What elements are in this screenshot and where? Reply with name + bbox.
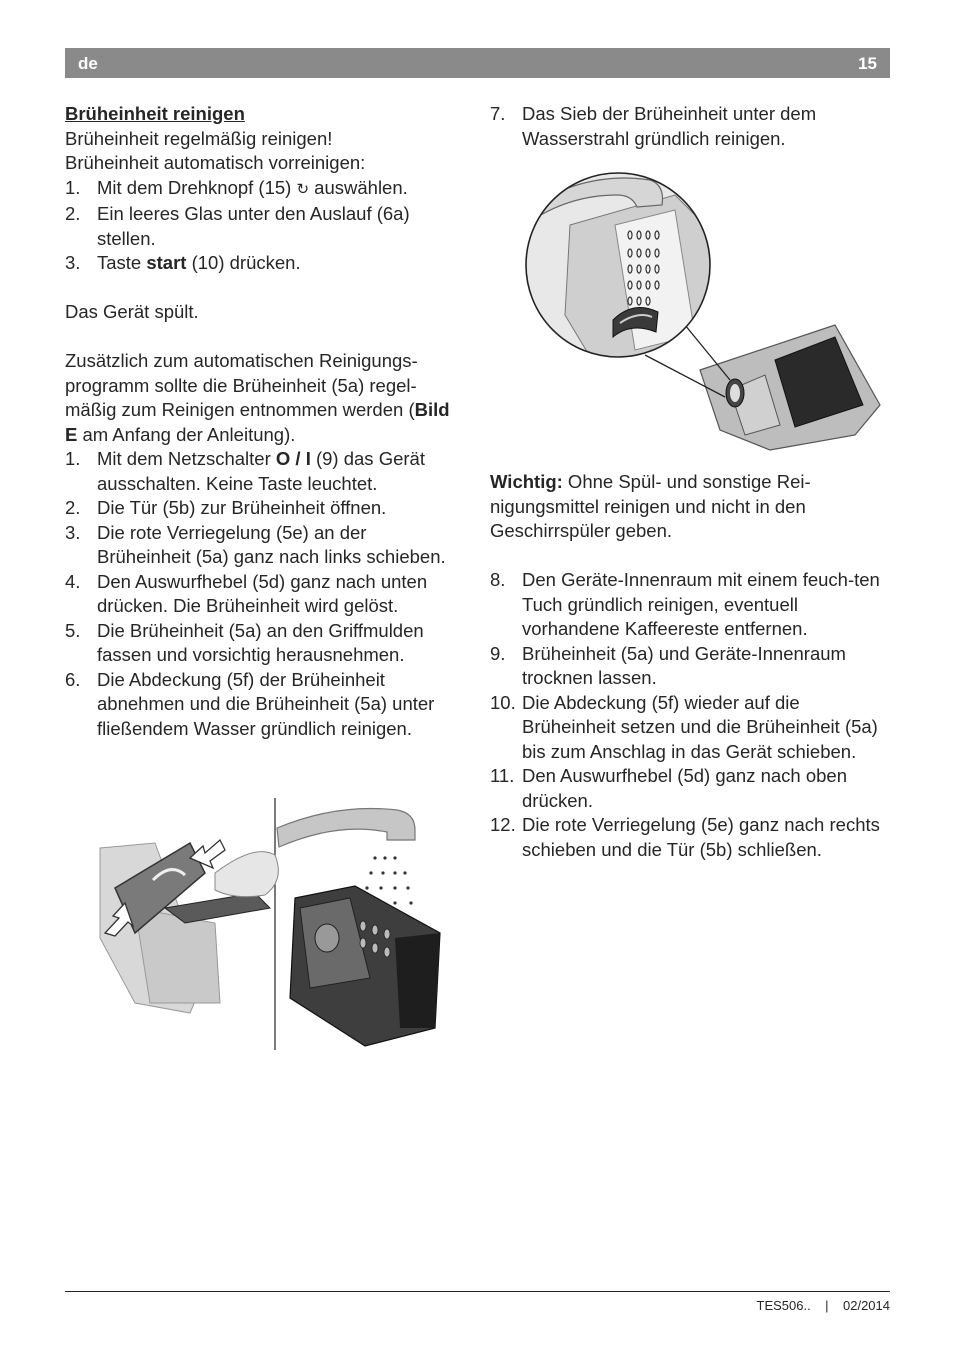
rinse-symbol-icon: ↻ [296,180,310,198]
page-header [65,48,890,78]
list-item: 3. Taste start (10) drücken. [65,252,301,273]
list-item: 2. Ein leeres Glas unter den Auslauf (6a) stellen. [65,203,410,249]
list-item: 11. Den Auswurfhebel (5d) ganz nach oben drücken. [490,765,847,811]
list-item: 6. Die Abdeckung (5f) der Brüheinheit abnehmen und die Brüheinheit (5a) unter fließendem Wasser gründlich reinigen. [65,668,435,739]
left-column [65,102,465,741]
footer-divider [65,1291,890,1292]
list-item: 12. Die rote Verriegelung (5e) ganz nach rechts schieben und die Tür (5b) schließen. [490,814,880,860]
list-item: 1. Mit dem Drehknopf (15) ↻ auswählen. [65,176,408,198]
brew-unit-removal-illustration [95,798,455,1053]
list-item: 2. Die Tür (5b) zur Brüheinheit öffnen. [65,497,387,518]
edition-date: 02/2014 [843,1298,890,1313]
intro-line-1: Brüheinheit regelmäßig reinigen! [65,127,333,149]
list-item: 1. Mit dem Netzschalter O / I (9) das Gerät ausschalten. Keine Taste leuchtet. [65,448,425,494]
language-label: de [78,54,98,73]
rinse-text: Das Gerät spült. [65,301,199,322]
right-column [490,102,890,151]
page-number: 15 [858,54,877,73]
list-item: 10. Die Abdeckung (5f) wieder auf die Brüheinheit setzen und die Brüheinheit (5a) bis zum Anschlag in das Gerät schieben. [490,691,878,762]
list-item: 3. Die rote Verriegelung (5e) an der Brüheinheit (5a) ganz nach links schieben. [65,521,446,567]
paragraph: Zusätzlich zum automatischen Reinigungs-programm sollte die Brüheinheit (5a) regel-mäßig zum Reinigen entnommen werden (Bild E am Anfang der Anleitung). [65,350,450,445]
right-steps [490,568,890,862]
intro-line-2: Brüheinheit automatisch vorreinigen: [65,152,366,173]
list-item: 7. Das Sieb der Brüheinheit unter dem Wasserstrahl gründlich reinigen. [490,103,817,149]
list-item: 5. Die Brüheinheit (5a) an den Griffmulden fassen und vorsichtig herausnehmen. [65,619,424,665]
sieve-cleaning-illustration [525,165,890,455]
section-heading: Brüheinheit reinigen [65,103,245,124]
list-item: 8. Den Geräte-Innenraum mit einem feuch-ten Tuch gründlich reinigen, eventuell vorhandene Kaffeereste entfernen. [490,569,880,639]
list-item: 4. Den Auswurfhebel (5d) ganz nach unten drücken. Die Brüheinheit wird gelöst. [65,570,428,616]
model-number: TES506.. [756,1298,811,1313]
page-footer [757,1298,891,1313]
list-item: 9. Brüheinheit (5a) und Geräte-Innenraum trocknen lassen. [490,642,846,688]
important-note: Wichtig: Ohne Spül- und sonstige Rei-nigungsmittel reinigen und nicht in den Geschirrspüler geben. [490,471,811,541]
footer-separator: | [825,1298,829,1313]
